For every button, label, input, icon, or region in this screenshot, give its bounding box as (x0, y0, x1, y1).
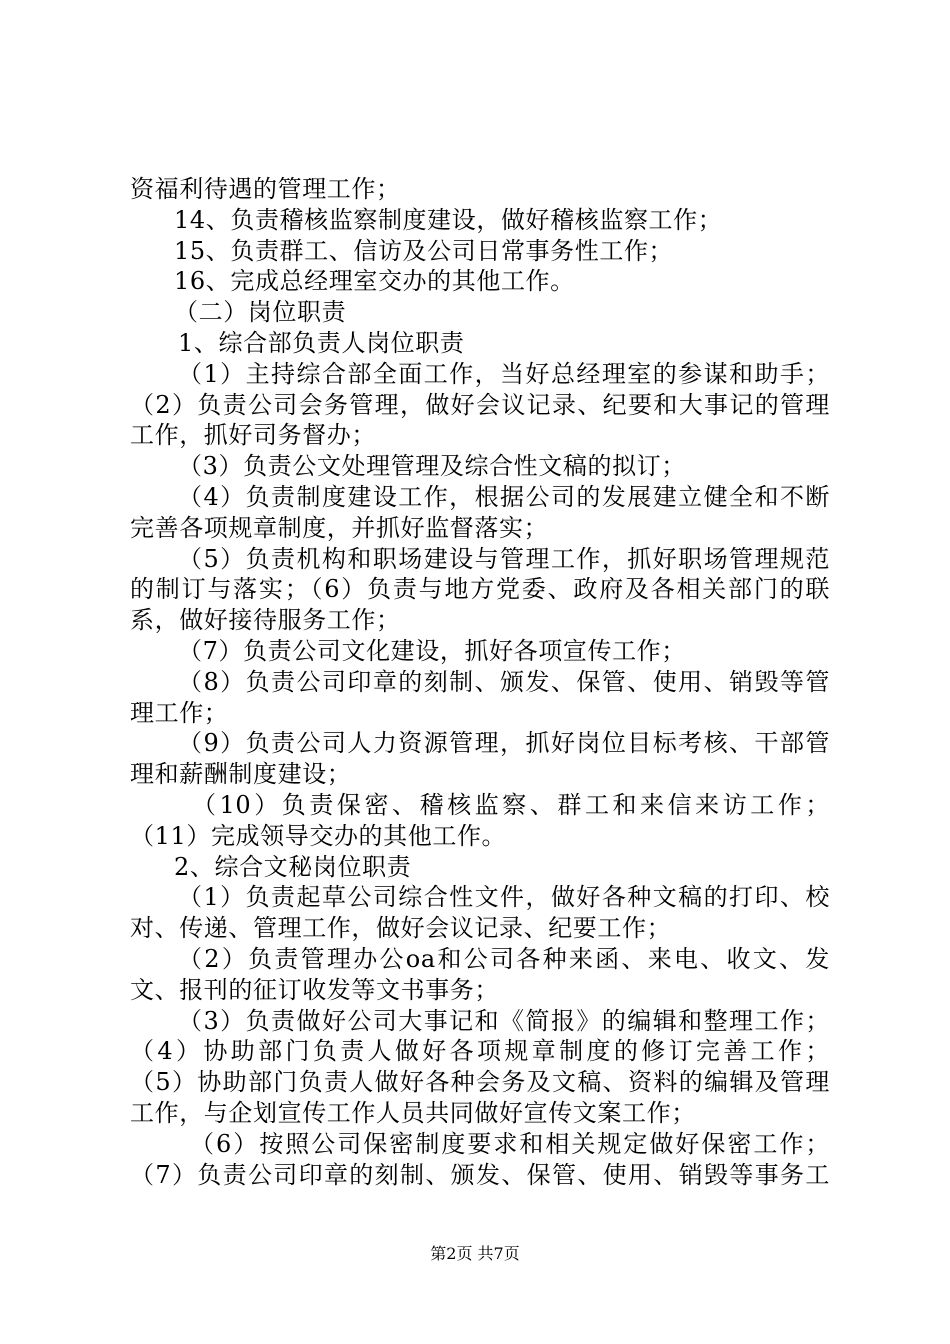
text-line: 资福利待遇的管理工作； (130, 175, 401, 203)
text-line: 文、报刊的征订收发等文书事务； (130, 975, 499, 1004)
text-line: 2、综合文秘岗位职责 (174, 852, 412, 881)
text-line: （1）主持综合部全面工作，当好总经理室的参谋和助手； (178, 359, 830, 388)
text-line: （1）负责起草公司综合性文件，做好各种文稿的打印、校 (178, 883, 830, 912)
text-line: 工作，与企划宣传工作人员共同做好宣传文案工作； (130, 1098, 696, 1127)
text-line: 14、负责稽核监察制度建设，做好稽核监察工作； (174, 205, 723, 234)
text-line: 的制订与落实；（6）负责与地方党委、政府及各相关部门的联 (130, 575, 830, 604)
text-line: （8）负责公司印章的刻制、颁发、保管、使用、销毁等管 (178, 667, 830, 696)
text-line: （5）负责机构和职场建设与管理工作，抓好职场管理规范 (178, 544, 830, 573)
text-line: 完善各项规章制度，并抓好监督落实； (130, 513, 549, 542)
text-line: 15、负责群工、信访及公司日常事务性工作； (174, 236, 674, 265)
text-line: 工作，抓好司务督办； (130, 421, 376, 450)
text-line: （5）协助部门负责人做好各种会务及文稿、资料的编辑及管理 (130, 1068, 830, 1097)
page-footer: 第2页 共7页 (430, 1244, 520, 1263)
text-line: 1、综合部负责人岗位职责 (178, 328, 465, 357)
text-line: （3）负责公文处理管理及综合性文稿的拟订； (178, 452, 686, 481)
text-line: （10）负责保密、稽核监察、群工和来信来访工作； (192, 790, 830, 819)
text-line: 理工作； (130, 698, 229, 727)
text-line: 对、传递、管理工作，做好会议记录、纪要工作； (130, 914, 672, 943)
text-line: 系，做好接待服务工作； (130, 606, 401, 635)
text-line: （7）负责公司印章的刻制、颁发、保管、使用、销毁等事务工 (130, 1160, 830, 1189)
text-line: 16、完成总经理室交办的其他工作。 (174, 267, 575, 296)
text-line: （3）负责做好公司大事记和《简报》的编辑和整理工作； (178, 1006, 830, 1035)
text-line: 理和薪酬制度建设； (130, 760, 352, 789)
text-line: （11）完成领导交办的其他工作。 (130, 821, 507, 850)
text-line: （2）负责公司会务管理，做好会议记录、纪要和大事记的管理 (130, 390, 830, 419)
text-line: （6）按照公司保密制度要求和相关规定做好保密工作； (190, 1129, 830, 1158)
text-line: （4）负责制度建设工作，根据公司的发展建立健全和不断 (178, 482, 830, 511)
text-line: （9）负责公司人力资源管理，抓好岗位目标考核、干部管 (178, 729, 830, 758)
text-line: （4）协助部门负责人做好各项规章制度的修订完善工作； (130, 1037, 830, 1066)
document-body (130, 174, 830, 1190)
text-line: （7）负责公司文化建设，抓好各项宣传工作； (178, 636, 686, 665)
text-line: （二）岗位职责 (174, 298, 347, 327)
text-line: （2）负责管理办公oa和公司各种来函、来电、收文、发 (178, 944, 830, 973)
